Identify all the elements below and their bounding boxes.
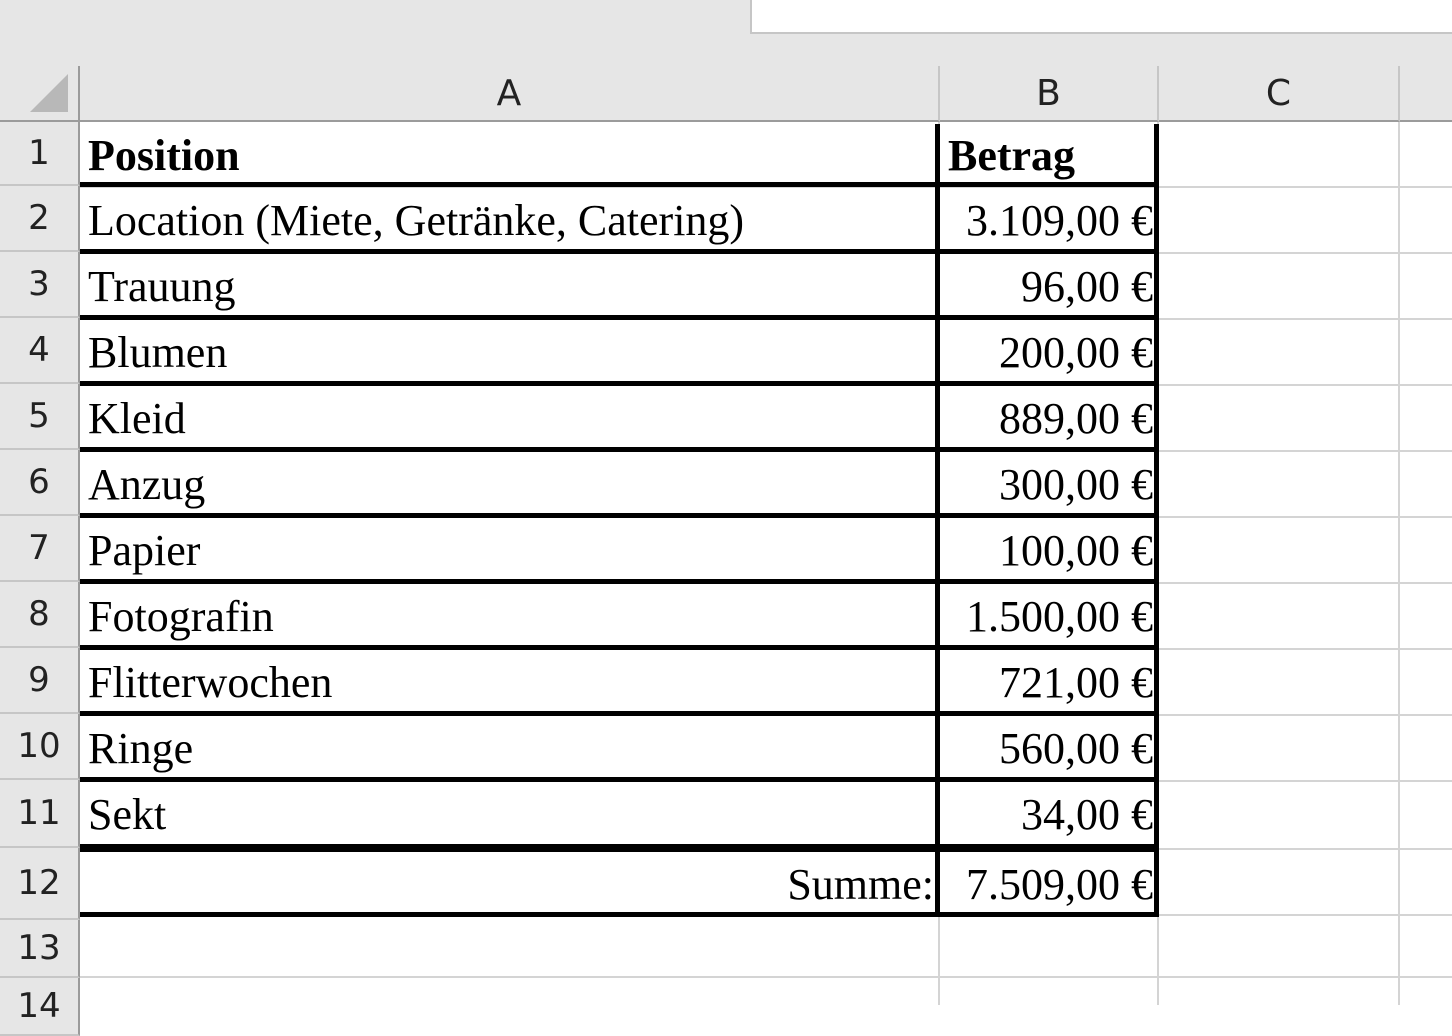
- table-border: [80, 182, 1159, 187]
- row-header-12[interactable]: 12: [0, 848, 80, 920]
- cell-a9[interactable]: Flitterwochen: [88, 657, 333, 707]
- cell-a2[interactable]: Location (Miete, Getränke, Catering): [88, 195, 745, 245]
- table-border: [935, 124, 940, 917]
- select-all-triangle-icon: [30, 74, 68, 112]
- cell-b2[interactable]: 3.109,00 €: [966, 195, 1153, 245]
- cell-a6[interactable]: Anzug: [88, 459, 206, 509]
- row-header-13[interactable]: 13: [0, 920, 80, 978]
- cell-a11[interactable]: Sekt: [88, 789, 167, 839]
- cell-a7[interactable]: Papier: [88, 525, 201, 575]
- column-header-a[interactable]: A: [80, 66, 940, 122]
- table-border: [80, 645, 1159, 650]
- table-border: [80, 579, 1159, 584]
- row-header-4[interactable]: 4: [0, 318, 80, 384]
- row-header-3[interactable]: 3: [0, 252, 80, 318]
- column-header-b[interactable]: B: [940, 66, 1159, 122]
- table-border: [80, 447, 1159, 452]
- cell-b6[interactable]: 300,00 €: [999, 459, 1153, 509]
- table-border: [80, 249, 1159, 254]
- row-header-1[interactable]: 1: [0, 122, 80, 186]
- table-border: [80, 711, 1159, 716]
- select-all-button[interactable]: [0, 66, 80, 122]
- cell-a1[interactable]: Position: [88, 130, 240, 180]
- cell-b11[interactable]: 34,00 €: [1021, 789, 1153, 839]
- row-header-14[interactable]: 14: [0, 978, 80, 1036]
- cell-b7[interactable]: 100,00 €: [999, 525, 1153, 575]
- cell-b3[interactable]: 96,00 €: [1021, 261, 1153, 311]
- cell-b1[interactable]: Betrag: [948, 130, 1076, 180]
- cell-b5[interactable]: 889,00 €: [999, 393, 1153, 443]
- table-border: [1154, 124, 1159, 917]
- row-header-8[interactable]: 8: [0, 582, 80, 648]
- table-border: [80, 777, 1159, 782]
- table-border: [80, 513, 1159, 518]
- cell-b4[interactable]: 200,00 €: [999, 327, 1153, 377]
- cell-a10[interactable]: Ringe: [88, 723, 194, 773]
- row-header-11[interactable]: 11: [0, 780, 80, 848]
- table-border: [80, 381, 1159, 386]
- gridline: [1398, 122, 1400, 1005]
- column-header-c[interactable]: C: [1159, 66, 1400, 122]
- column-header-d[interactable]: [1400, 66, 1452, 122]
- table-border: [80, 315, 1159, 320]
- gridline: [80, 976, 1452, 978]
- row-header-6[interactable]: 6: [0, 450, 80, 516]
- table-border: [80, 912, 1159, 917]
- table-border-double: [80, 844, 1159, 852]
- cell-a3[interactable]: Trauung: [88, 261, 236, 311]
- cell-b8[interactable]: 1.500,00 €: [966, 591, 1153, 641]
- cell-b12-total[interactable]: 7.509,00 €: [966, 859, 1153, 909]
- cell-b10[interactable]: 560,00 €: [999, 723, 1153, 773]
- cell-a4[interactable]: Blumen: [88, 327, 228, 377]
- row-header-5[interactable]: 5: [0, 384, 80, 450]
- row-header-9[interactable]: 9: [0, 648, 80, 714]
- row-header-10[interactable]: 10: [0, 714, 80, 780]
- formula-bar[interactable]: [750, 0, 1452, 34]
- cell-a8[interactable]: Fotografin: [88, 591, 274, 641]
- cell-a5[interactable]: Kleid: [88, 393, 186, 443]
- cell-b9[interactable]: 721,00 €: [999, 657, 1153, 707]
- cell-a12-total-label[interactable]: Summe:: [787, 859, 934, 909]
- row-header-7[interactable]: 7: [0, 516, 80, 582]
- row-header-2[interactable]: 2: [0, 186, 80, 252]
